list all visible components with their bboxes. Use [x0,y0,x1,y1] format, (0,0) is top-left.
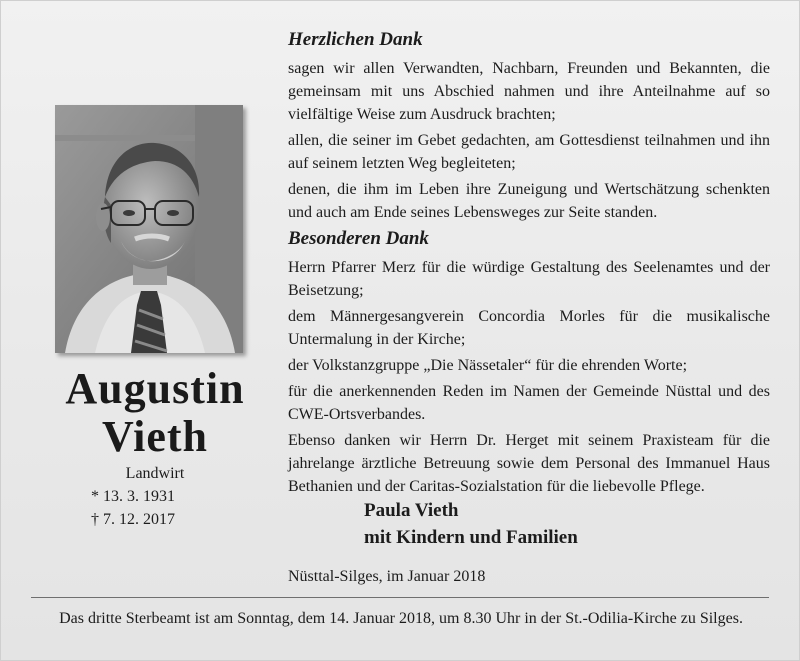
divider [31,597,769,598]
special-thanks-paragraph: Ebenso danken wir Herrn Dr. Herget mit seinem Praxisteam für die jahrelange ärztliche Betreuung sowie dem Personal des Immanuel Haus Bethanien und der Caritas-Sozialstation für die liebevolle Pflege. [288,432,770,495]
birth-date: 13. 3. 1931 [103,488,175,505]
portrait-photo [55,105,243,353]
special-thanks-paragraph: dem Männergesangverein Concordia Morles für die musikalische Untermalung in der Kirche; [288,308,770,348]
birth-star-icon: * [91,488,99,505]
signature-block [364,497,578,551]
death-date-line [91,511,175,529]
place-date: Nüsttal-Silges, im Januar 2018 [288,568,486,585]
service-announcement: Das dritte Sterbeamt ist am Sonntag, dem 14. Januar 2018, um 8.30 Uhr in der St.-Odilia-Kirche zu Silges. [59,610,743,627]
occupation: Landwirt [125,465,185,482]
first-name: Augustin [65,364,245,413]
birth-date-line [91,488,175,506]
special-thanks-paragraph: Herrn Pfarrer Merz für die würdige Gestaltung des Seelenamtes und der Beisetzung; [288,259,770,299]
thanks-paragraph: allen, die seiner im Gebet gedachten, am Gottesdienst teilnahmen und ihn auf seinem letzten Weg begleiteten; [288,132,770,172]
death-date: 7. 12. 2017 [103,511,175,528]
thanks-text [288,29,770,501]
special-thanks-paragraph: für die anerkennenden Reden im Namen der Gemeinde Nüsttal und des CWE-Ortsverbandes. [288,383,770,423]
special-thanks-paragraph: der Volkstanzgruppe „Die Nässetaler“ für die ehrenden Worte; [288,357,688,374]
heading-special-thanks: Besonderen Dank [288,228,429,249]
thanks-paragraph: denen, die ihm im Leben ihre Zuneigung und Wertschätzung schenkten und auch am Ende seines Lebensweges zur Seite standen. [288,181,770,221]
signature-family: mit Kindern und Familien [364,527,578,548]
signature-name: Paula Vieth [364,500,459,521]
heading-heartfelt-thanks: Herzlichen Dank [288,29,423,50]
thanks-paragraph: sagen wir allen Verwandten, Nachbarn, Freunden und Bekannten, die gemeinsam mit uns Abschied nahmen und ihre Anteilnahme auf so vielfältige Weise zum Ausdruck brachten; [288,60,770,123]
last-name: Vieth [101,412,209,461]
death-cross-icon: † [91,511,99,528]
